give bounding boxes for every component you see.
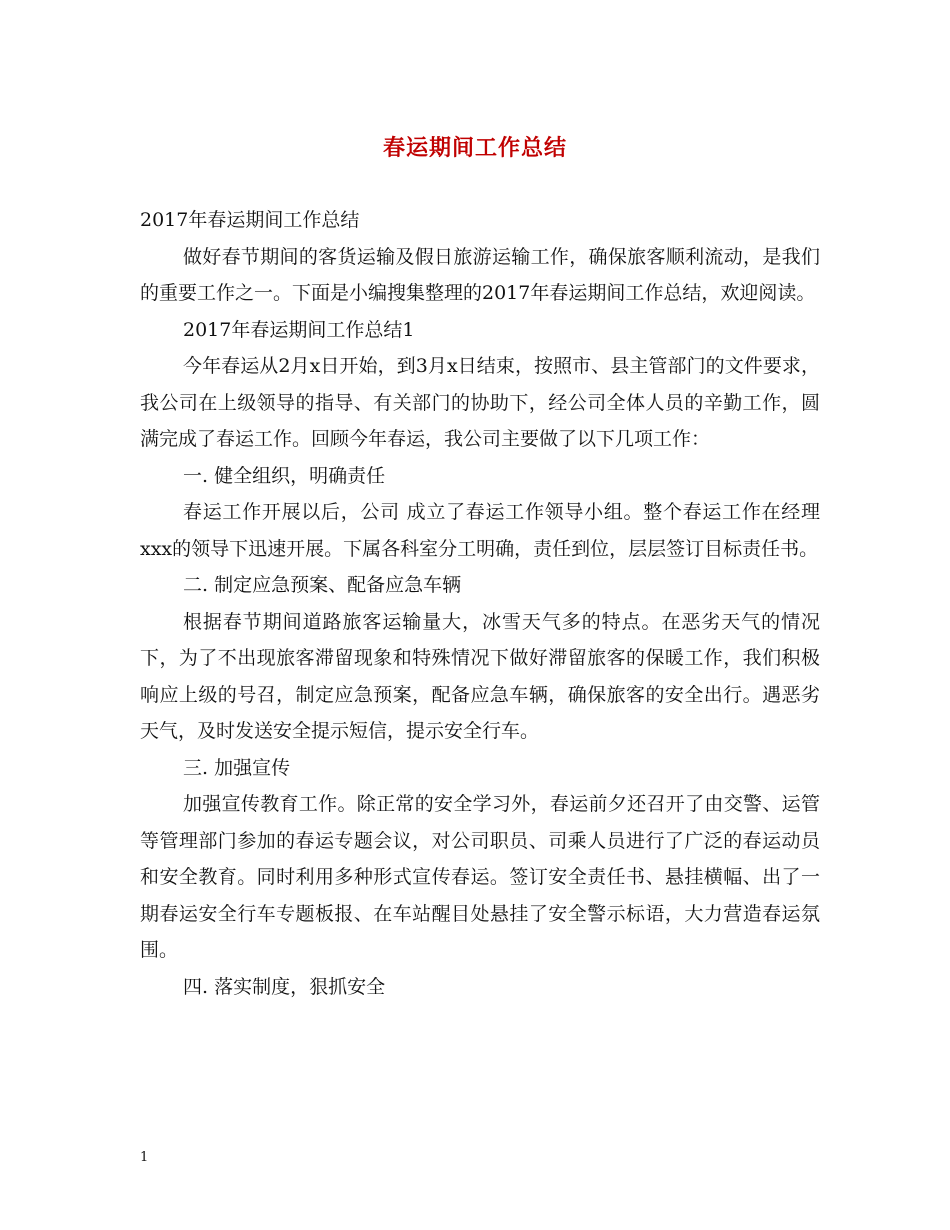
paragraph-item-2: 根据春节期间道路旅客运输量大，冰雪天气多的特点。在恶劣天气的情况下，为了不出现旅客滞留现象和特殊情况下做好滞留旅客的保暖工作，我们积极响应上级的号召，制定应急预案，配备应急车辆，确保旅客的安全出行。遇恶劣天气，及时发送安全提示短信，提示安全行车。 [140, 610, 820, 742]
heading-item-4: 四. 落实制度，狠抓安全 [183, 975, 386, 998]
heading-item-2: 二. 制定应急预案、配备应急车辆 [183, 574, 462, 596]
paragraph-subtitle: 2017年春运期间工作总结 [140, 209, 360, 231]
paragraph-section-heading: 2017年春运期间工作总结1 [183, 318, 415, 341]
paragraph-item-3: 加强宣传教育工作。除正常的安全学习外，春运前夕还召开了由交警、运管等管理部门参加的春运专题会议，对公司职员、司乘人员进行了广泛的春运动员和安全教育。同时利用多种形式宣传春运。签订安全责任书、悬挂横幅、出了一期春运安全行车专题板报、在车站醒目处悬挂了安全警示标语，大力营造春运氛围。 [140, 793, 820, 961]
document-body [140, 202, 820, 1005]
paragraph-overview: 今年春运从2月x日开始，到3月x日结束，按照市、县主管部门的文件要求，我公司在上级领导的指导、有关部门的协助下，经公司全体人员的辛勤工作，圆满完成了春运工作。回顾今年春运，我公司主要做了以下几项工作： [140, 355, 820, 450]
paragraph-item-1: 春运工作开展以后，公司 成立了春运工作领导小组。整个春运工作在经理xxx的领导下迅速开展。下属各科室分工明确，责任到位，层层签订目标责任书。 [140, 501, 820, 560]
document-title: 春运期间工作总结 [382, 135, 567, 161]
page-number: 1 [140, 1150, 149, 1165]
heading-item-3: 三. 加强宣传 [183, 756, 291, 779]
paragraph-intro: 做好春节期间的客货运输及假日旅游运输工作，确保旅客顺利流动，是我们的重要工作之一。下面是小编搜集整理的2017年春运期间工作总结，欢迎阅读。 [140, 245, 820, 304]
heading-item-1: 一. 健全组织，明确责任 [183, 464, 386, 487]
